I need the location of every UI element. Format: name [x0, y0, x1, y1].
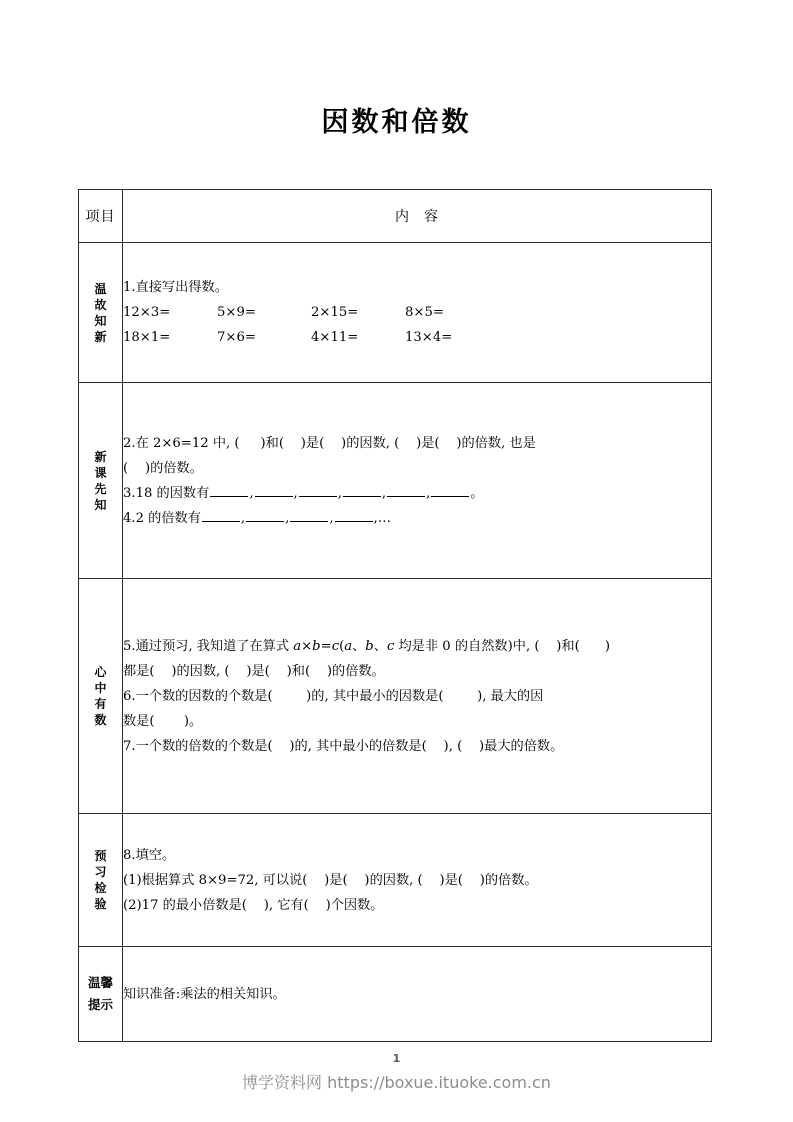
q2-blank-1: [244, 436, 261, 451]
row-label-char: 提示: [87, 997, 113, 1012]
q5-seg-c: )和(: [556, 638, 580, 654]
row-label-char: 有: [94, 697, 107, 711]
row-content-wenxin-tishi: [123, 947, 712, 1042]
row-label-char: 知: [94, 497, 107, 512]
q3-blank: [299, 483, 337, 497]
header-content-char-1: 内: [395, 209, 410, 225]
q6-seg-d: 数是(: [123, 713, 155, 729]
row-content-wengu-zhixin: [123, 243, 712, 383]
row-label-wenxin-tishi: [79, 947, 123, 1042]
q5-seg-f: )的因数, (: [171, 663, 230, 679]
math-var-a: a: [293, 638, 302, 654]
calc-item: 13×4=: [405, 330, 453, 345]
page-number: 1: [392, 1052, 401, 1065]
q5-sep-1: 、: [352, 638, 366, 654]
table-row: [79, 579, 712, 814]
watermark: 博学资料网 https://boxue.ituoke.com.cn: [242, 1073, 551, 1092]
table-row: [79, 947, 712, 1042]
q7-seg-c: ), (: [443, 738, 463, 754]
q8-1-seg-d: )是(: [439, 872, 463, 888]
calc-item: 8×5=: [405, 305, 444, 320]
q6-blank-2: [444, 689, 478, 704]
q5-blank-1: [539, 639, 556, 654]
q3-blank: [431, 483, 469, 497]
q6-seg-c: ), 最大的因: [477, 688, 544, 704]
calc-item: 2×15=: [311, 305, 359, 320]
q5-seg-h: )和(: [286, 663, 311, 679]
math-var-b: b: [312, 638, 321, 654]
exercise-7: [123, 734, 711, 759]
calc-row-1: [123, 300, 711, 325]
q2-blank-4: [399, 436, 416, 451]
row-label-char: 验: [94, 897, 107, 911]
q8-1-blank-3: [423, 873, 440, 888]
q8-1-seg-e: )的倍数。: [479, 872, 538, 888]
q4-suffix: …: [377, 510, 391, 526]
q8-1-seg-a: (1)根据算式 8×9=72, 可以说(: [123, 872, 308, 888]
row-label-char: 数: [94, 713, 107, 727]
row-label-wengu-zhixin: [79, 243, 123, 383]
q5-blank-6: [310, 664, 327, 679]
q8-1-seg-c: )的因数, (: [364, 872, 423, 888]
exercise-3: 3.18 的因数有 , , , , , 。: [123, 481, 711, 506]
row-label-char: 检: [94, 881, 107, 895]
q3-blank: [343, 483, 381, 497]
q4-blank: [335, 508, 373, 522]
q8-1-seg-b: )是(: [324, 872, 348, 888]
q2-blank-3: [324, 436, 341, 451]
q3-blank: [387, 483, 425, 497]
q4-blank: [202, 508, 240, 522]
row-content-yuxi-jianyan: [123, 814, 712, 947]
q6-blank-1: [273, 689, 307, 704]
q5-seg-e: 都是(: [123, 663, 155, 679]
exercise-heading-1: 1.直接写出得数。: [123, 280, 228, 295]
header-cell-content: [123, 190, 712, 243]
calc-item: 5×9=: [217, 305, 256, 320]
q2-seg-h: )的倍数。: [144, 460, 203, 476]
row-label-char: 心: [94, 665, 107, 679]
q5-seg-i: )的倍数。: [326, 663, 385, 679]
q5-blank-5: [270, 664, 287, 679]
q8-2-seg-a: (2)17 的最小倍数是(: [123, 897, 247, 913]
row-label-char: 先: [94, 481, 107, 496]
q7-seg-b: )的, 其中最小的倍数是(: [289, 738, 427, 754]
q5-seg-b: 均是非 0 的自然数)中, (: [394, 638, 540, 654]
calc-item: 12×3=: [123, 305, 171, 320]
exercise-2-line-1: [123, 431, 711, 456]
q5-seg-d: ): [604, 638, 611, 654]
q8-1-blank-1: [307, 873, 324, 888]
table-header-row: [79, 190, 712, 243]
q5-op-times: ×: [301, 638, 313, 654]
row-content-xinzhong-youshu: [123, 579, 712, 814]
q4-blank: [246, 508, 284, 522]
exercise-6-line-1: [123, 684, 711, 709]
header-cell-label: 项目: [79, 190, 123, 243]
q8-2-blank-2: [309, 898, 326, 913]
exercise-5-line-2: [123, 659, 711, 684]
row-label-char: 温馨: [87, 975, 113, 990]
header-content-char-2: 容: [424, 209, 439, 225]
exercise-8-sub-1: [123, 868, 711, 893]
q3-blank: [255, 483, 293, 497]
q8-2-seg-c: )个因数。: [325, 897, 384, 913]
row-label-yuxi-jianyan: [79, 814, 123, 947]
q4-blank: [290, 508, 328, 522]
row-label-xinzhong-youshu: [79, 579, 123, 814]
row-label-char: 知: [94, 313, 107, 328]
math-var-c2: c: [386, 638, 395, 654]
q5-blank-2: [580, 639, 605, 654]
math-var-c: c: [331, 638, 340, 654]
table-row: [79, 383, 712, 579]
q5-op-equals: =: [320, 638, 332, 654]
q6-seg-b: )的, 其中最小的因数是(: [306, 688, 444, 704]
q8-2-blank-1: [247, 898, 264, 913]
row-label-char: 习: [94, 865, 107, 879]
row-content-xinke-xianzhi: [123, 383, 712, 579]
q4-prefix: 4.2 的倍数有: [123, 510, 201, 526]
row-label-char: 课: [94, 465, 107, 480]
calc-item: 18×1=: [123, 330, 171, 345]
q7-seg-a: 7.一个数的倍数的个数是(: [123, 738, 273, 754]
q6-seg-a: 6.一个数的因数的个数是(: [123, 688, 273, 704]
q8-2-seg-b: ), 它有(: [263, 897, 309, 913]
exercise-2-line-2: [123, 456, 711, 481]
q2-blank-6: [128, 461, 145, 476]
exercise-4: 4.2 的倍数有 , , , ,…: [123, 506, 711, 531]
calc-row-2: [123, 325, 711, 350]
q2-blank-2: [284, 436, 301, 451]
q5-sep-2: 、: [373, 638, 387, 654]
q5-paren-open: (: [339, 638, 345, 654]
table-row: [79, 814, 712, 947]
row-label-xinke-xianzhi: [79, 383, 123, 579]
q3-suffix: 。: [470, 485, 484, 501]
q7-blank-1: [273, 739, 290, 754]
exercise-6-line-2: [123, 709, 711, 734]
q3-prefix: 3.18 的因数有: [123, 485, 210, 501]
page-title: 因数和倍数: [321, 107, 472, 138]
q2-seg-c: )是(: [300, 435, 325, 451]
worksheet-table: [78, 189, 712, 1042]
calc-item: 4×11=: [311, 330, 359, 345]
q2-seg-e: )是(: [416, 435, 440, 451]
q2-blank-5: [440, 436, 457, 451]
tip-text: 知识准备:乘法的相关知识。: [123, 986, 286, 1002]
q5-seg-a: 5.通过预习, 我知道了在算式: [123, 638, 294, 654]
row-label-char: 预: [94, 849, 107, 863]
row-label-char: 新: [94, 449, 107, 464]
math-var-b2: b: [365, 638, 374, 654]
q8-1-blank-4: [463, 873, 480, 888]
row-label-char: 故: [94, 297, 107, 312]
exercise-8-sub-2: [123, 893, 711, 918]
q6-seg-e: )。: [183, 713, 203, 729]
q5-blank-3: [155, 664, 172, 679]
q2-seg-d: )的因数, (: [341, 435, 400, 451]
q8-1-blank-2: [348, 873, 365, 888]
q6-blank-3: [155, 714, 184, 729]
q7-blank-3: [462, 739, 479, 754]
row-label-char: 中: [94, 681, 107, 695]
math-var-a2: a: [344, 638, 353, 654]
q2-seg-a: 2.在 2×6=12 中, (: [123, 435, 240, 451]
q5-seg-g: )是(: [246, 663, 270, 679]
q7-seg-d: )最大的倍数。: [479, 738, 564, 754]
q7-blank-2: [427, 739, 444, 754]
q2-seg-b: )和(: [260, 435, 284, 451]
calc-item: 7×6=: [217, 330, 256, 345]
row-label-char: 新: [94, 329, 107, 344]
q2-seg-g: (: [123, 460, 129, 476]
exercise-8-heading: 8.填空。: [123, 847, 176, 863]
q3-blank: [210, 483, 248, 497]
table-row: [79, 243, 712, 383]
row-label-char: 温: [94, 281, 107, 296]
exercise-5-line-1: [123, 634, 711, 659]
q2-seg-f: )的倍数, 也是: [456, 435, 536, 451]
q5-blank-4: [230, 664, 247, 679]
